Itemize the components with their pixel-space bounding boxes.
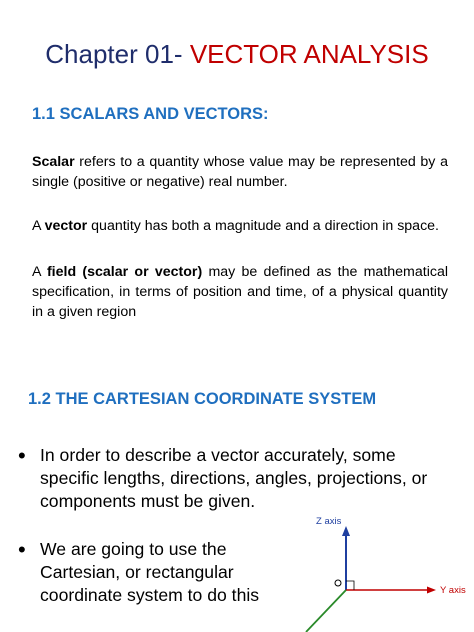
chapter-number: Chapter 01- [45, 39, 183, 69]
field-definition [32, 262, 448, 322]
origin-marker [335, 580, 341, 586]
field-text: may be defined as the mathematical specification, in terms of position and time, of a physical quantity in a given region [32, 264, 448, 320]
bullet-dot: • [18, 443, 26, 468]
page-title [0, 38, 474, 70]
field-prefix: A [32, 264, 47, 280]
vector-definition [32, 216, 448, 236]
scalar-definition [32, 152, 448, 192]
section-heading-scalars-vectors: 1.1 SCALARS AND VECTORS: [32, 105, 269, 123]
y-axis-label: Y axis [440, 585, 466, 596]
bullet-text: We are going to use the Cartesian, or rectangular coordinate system to do this [40, 539, 260, 605]
chapter-title: VECTOR ANALYSIS [189, 39, 429, 69]
vector-text: quantity has both a magnitude and a direction in space. [87, 218, 439, 234]
scalar-term: Scalar [32, 154, 75, 170]
y-axis-arrowhead [427, 587, 436, 594]
vector-prefix: A [32, 218, 45, 234]
section-heading-cartesian: 1.2 THE CARTESIAN COORDINATE SYSTEM [28, 390, 377, 408]
coordinate-axes-diagram [292, 510, 474, 632]
scalar-text: refers to a quantity whose value may be represented by a single (positive or negative) real number. [32, 154, 448, 190]
z-axis-label: Z axis [316, 516, 342, 527]
bullet-text: In order to describe a vector accurately, some specific lengths, directions, angles, projections, or components must be given. [40, 445, 428, 511]
x-axis-line [306, 590, 346, 632]
vector-term: vector [44, 218, 88, 234]
bullet-item [18, 538, 308, 607]
field-term: field (scalar or vector) [46, 264, 203, 280]
z-axis-arrowhead [342, 526, 350, 536]
bullet-dot: • [18, 537, 26, 562]
right-angle-marker [346, 581, 354, 590]
bullet-item [18, 444, 458, 513]
